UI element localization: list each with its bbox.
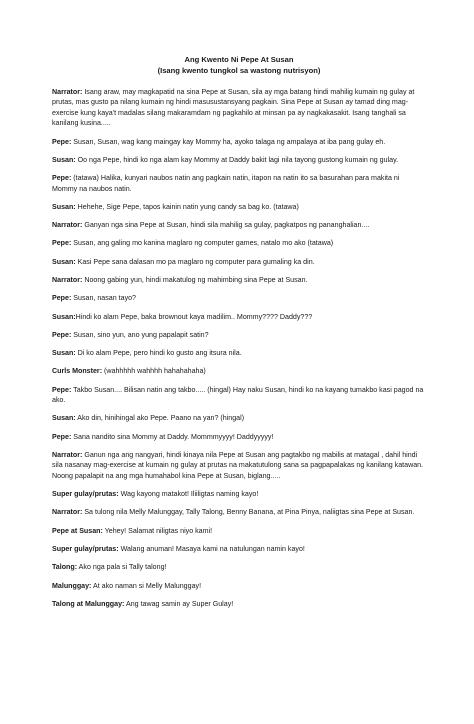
speaker-name: Narrator: — [52, 276, 83, 284]
script-body — [52, 87, 426, 609]
dialogue-line — [52, 348, 426, 358]
dialogue-line — [52, 202, 426, 212]
document-subtitle: (Isang kwento tungkol sa wastong nutrisyon) — [157, 66, 321, 75]
dialogue-line — [52, 220, 426, 230]
dialogue-text: Hehehe, Sige Pepe, tapos kainin natin yung candy sa bag ko. (tatawa) — [75, 202, 299, 211]
speaker-name: Malunggay: — [52, 581, 92, 590]
speaker-name: Narrator: — [52, 508, 83, 517]
dialogue-line — [52, 507, 426, 517]
document-title: Ang Kwento Ni Pepe At Susan — [184, 55, 294, 64]
speaker-name: Susan: — [52, 257, 76, 266]
dialogue-line — [52, 312, 426, 322]
dialogue-text: Yehey! Salamat niligtas niyo kami! — [102, 526, 213, 535]
dialogue-line — [52, 413, 426, 423]
dialogue-text: Ganyan nga sina Pepe at Susan, hindi sila mahilig sa gulay, pagkatpos ng pananghalian.... — [82, 221, 370, 230]
dialogue-line — [52, 432, 426, 442]
speaker-name: Pepe: — [52, 174, 72, 183]
dialogue-line — [52, 599, 426, 609]
speaker-name: Susan: — [52, 349, 76, 358]
dialogue-line — [52, 293, 426, 303]
dialogue-text: At ako naman si Melly Malunggay! — [91, 581, 202, 590]
dialogue-text: Wag kayong matakot! Iliiligtas naming kayo! — [118, 490, 259, 499]
dialogue-text: (tatawa) Halika, kunyari naubos natin ang pagkain natin, itapon na natin ito sa basurahan para makita ni Mommy na naubos natin. — [52, 174, 400, 193]
dialogue-text: Ako nga pala si Tally talong! — [77, 563, 167, 572]
dialogue-text: Noong gabing yun, hindi makatulog ng mahimbing sina Pepe at Susan. — [82, 276, 308, 284]
speaker-name: Talong: — [52, 563, 78, 572]
speaker-name: Narrator: — [52, 88, 83, 96]
dialogue-text: Ako din, hinihingal ako Pepe. Paano na yan? (hingal) — [75, 414, 245, 423]
speaker-name: Talong at Malunggay: — [52, 599, 125, 608]
dialogue-text: Susan, sino yun, ano yung papalapit satin? — [71, 330, 209, 339]
speaker-name: Pepe: — [52, 137, 72, 146]
dialogue-text: Sa tulong nila Melly Malunggay, Tally Talong, Benny Banana, at Pina Pinya, naliigtas sina Pepe at Susan. — [82, 508, 415, 517]
speaker-name: Pepe: — [52, 385, 72, 394]
dialogue-line — [52, 275, 426, 285]
speaker-name: Susan: — [52, 312, 76, 321]
dialogue-line — [52, 238, 426, 248]
dialogue-text: Ganun nga ang nangyari, hindi kinaya nila Pepe at Susan ang pagtakbo ng mabilis at matagal , dahil hindi sila nasanay mag-exercise at kumain ng gulay at prutas na makatutulong sana sa pagpapalakas ng kanilang katawan. Noong papalapit na ang mga humahabol kina Pepe at Susan, biglang..... — [52, 451, 424, 480]
dialogue-text: Isang araw, may magkapatid na sina Pepe at Susan, sila ay mga batang hindi mahilig kumain ng gulay at prutas, mas gusto pa nilang kumain ng hindi masusustansyang pagkain. Sina Pepe at Susan ay tamad ding mag-exercise kung kaya't madalas silang makaramdam ng pagkahilo at minsan pa ay nagkakasakit. Isang tanghali sa kanilang kusina..... — [52, 88, 415, 128]
dialogue-text: Hindi ko alam Pepe, baka brownout kaya madilim.. Mommy???? Daddy??? — [75, 312, 313, 321]
speaker-name: Pepe: — [52, 294, 72, 303]
dialogue-line — [52, 173, 426, 194]
dialogue-text: Ang tawag samin ay Super Gulay! — [124, 599, 234, 608]
dialogue-text: Di ko alam Pepe, pero hindi ko gusto ang itsura nila. — [75, 349, 242, 358]
speaker-name: Pepe at Susan: — [52, 526, 103, 535]
speaker-name: Curls Monster: — [52, 367, 103, 376]
speaker-name: Narrator: — [52, 451, 83, 460]
speaker-name: Pepe: — [52, 239, 72, 248]
dialogue-line — [52, 257, 426, 267]
dialogue-line — [52, 87, 426, 129]
speaker-name: Susan: — [52, 414, 76, 423]
dialogue-text: Oo nga Pepe, hindi ko nga alam kay Mommy at Daddy bakit lagi nila tayong gustong kumain ng gulay. — [75, 155, 399, 164]
dialogue-line — [52, 155, 426, 165]
dialogue-text: Takbo Susan.... Bilisan natin ang takbo..... (hingal) Hay naku Susan, hindi ko na kayang tumakbo kasi pagod na ako. — [52, 385, 424, 405]
dialogue-line — [52, 526, 426, 536]
speaker-name: Super gulay/prutas: — [52, 490, 119, 499]
dialogue-line — [52, 450, 426, 481]
speaker-name: Pepe: — [52, 432, 72, 441]
dialogue-line — [52, 489, 426, 499]
dialogue-text: Susan, ang galing mo kanina maglaro ng computer games, natalo mo ako (tatawa) — [71, 239, 334, 248]
dialogue-text: Susan, nasan tayo? — [71, 294, 137, 303]
dialogue-line — [52, 137, 426, 147]
speaker-name: Super gulay/prutas: — [52, 545, 119, 554]
dialogue-line — [52, 581, 426, 591]
dialogue-line — [52, 366, 426, 376]
dialogue-line — [52, 562, 426, 572]
speaker-name: Pepe: — [52, 330, 72, 339]
speaker-name: Susan: — [52, 155, 76, 164]
dialogue-line — [52, 385, 426, 406]
dialogue-text: Kasi Pepe sana dalasan mo pa maglaro ng computer para gumaling ka din. — [75, 257, 315, 266]
dialogue-text: (wahhhhh wahhhh hahahahaha) — [102, 367, 206, 376]
speaker-name: Narrator: — [52, 221, 83, 230]
dialogue-line — [52, 330, 426, 340]
dialogue-text: Susan, Susan, wag kang maingay kay Mommy ha, ayoko talaga ng ampalaya at iba pang gulay eh. — [71, 137, 386, 146]
dialogue-text: Walang anuman! Masaya kami na natulungan namin kayo! — [118, 545, 305, 554]
speaker-name: Susan: — [52, 202, 76, 211]
dialogue-line — [52, 544, 426, 554]
dialogue-text: Sana nandito sina Mommy at Daddy. Mommmyyyy! Daddyyyyy! — [71, 432, 274, 441]
